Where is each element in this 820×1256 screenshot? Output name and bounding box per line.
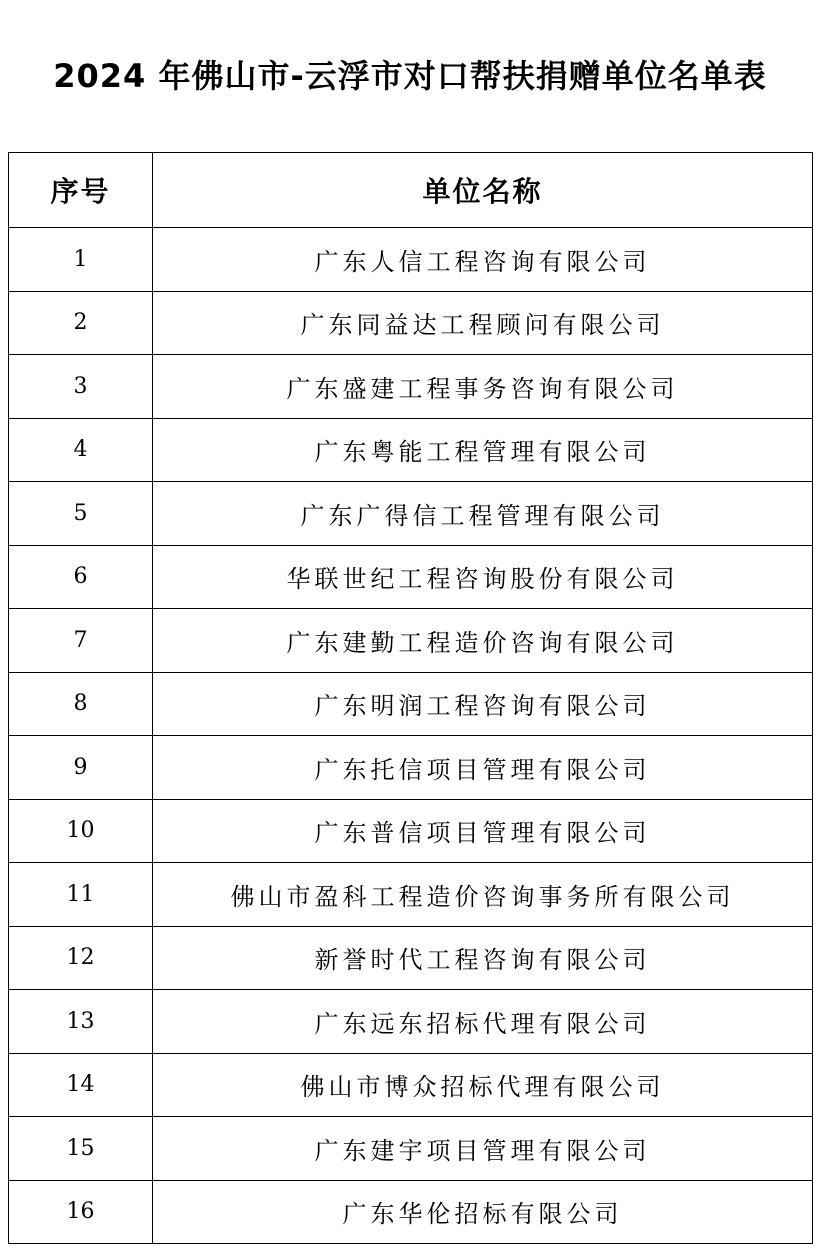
column-header-name: 单位名称 <box>153 153 813 228</box>
table-row <box>9 545 813 609</box>
table-row <box>9 990 813 1054</box>
table-row <box>9 355 813 419</box>
row-company-name: 新誉时代工程咨询有限公司 <box>153 926 813 990</box>
page-title: 2024 年佛山市-云浮市对口帮扶捐赠单位名单表 <box>53 57 767 95</box>
row-index: 5 <box>9 482 153 546</box>
row-company-name: 广东普信项目管理有限公司 <box>153 799 813 863</box>
table-row <box>9 228 813 292</box>
row-index: 8 <box>9 672 153 736</box>
row-company-name: 广东远东招标代理有限公司 <box>153 990 813 1054</box>
table-row <box>9 863 813 927</box>
row-company-name: 广东盛建工程事务咨询有限公司 <box>153 355 813 419</box>
table-row <box>9 609 813 673</box>
table-row <box>9 799 813 863</box>
row-index: 13 <box>9 990 153 1054</box>
row-company-name: 广东粤能工程管理有限公司 <box>153 418 813 482</box>
table-row <box>9 672 813 736</box>
row-company-name: 佛山市博众招标代理有限公司 <box>153 1053 813 1117</box>
table-row <box>9 418 813 482</box>
row-index: 16 <box>9 1180 153 1244</box>
table-row <box>9 926 813 990</box>
row-index: 15 <box>9 1117 153 1181</box>
row-index: 14 <box>9 1053 153 1117</box>
row-index: 11 <box>9 863 153 927</box>
row-company-name: 华联世纪工程咨询股份有限公司 <box>153 545 813 609</box>
row-company-name: 广东托信项目管理有限公司 <box>153 736 813 800</box>
row-company-name: 广东建宇项目管理有限公司 <box>153 1117 813 1181</box>
column-header-index: 序号 <box>9 153 153 228</box>
row-index: 4 <box>9 418 153 482</box>
table-row <box>9 291 813 355</box>
table-row <box>9 1117 813 1181</box>
row-index: 3 <box>9 355 153 419</box>
table-row <box>9 1053 813 1117</box>
row-company-name: 广东广得信工程管理有限公司 <box>153 482 813 546</box>
row-index: 9 <box>9 736 153 800</box>
table-row <box>9 482 813 546</box>
row-company-name: 广东同益达工程顾问有限公司 <box>153 291 813 355</box>
row-index: 7 <box>9 609 153 673</box>
table-header-row <box>9 153 813 228</box>
row-company-name: 佛山市盈科工程造价咨询事务所有限公司 <box>153 863 813 927</box>
row-company-name: 广东华伦招标有限公司 <box>153 1180 813 1244</box>
row-index: 12 <box>9 926 153 990</box>
row-index: 1 <box>9 228 153 292</box>
row-company-name: 广东明润工程咨询有限公司 <box>153 672 813 736</box>
row-index: 10 <box>9 799 153 863</box>
row-company-name: 广东人信工程咨询有限公司 <box>153 228 813 292</box>
table-row <box>9 1180 813 1244</box>
row-index: 6 <box>9 545 153 609</box>
row-index: 2 <box>9 291 153 355</box>
row-company-name: 广东建勤工程造价咨询有限公司 <box>153 609 813 673</box>
table-row <box>9 736 813 800</box>
donor-table <box>8 152 813 1244</box>
